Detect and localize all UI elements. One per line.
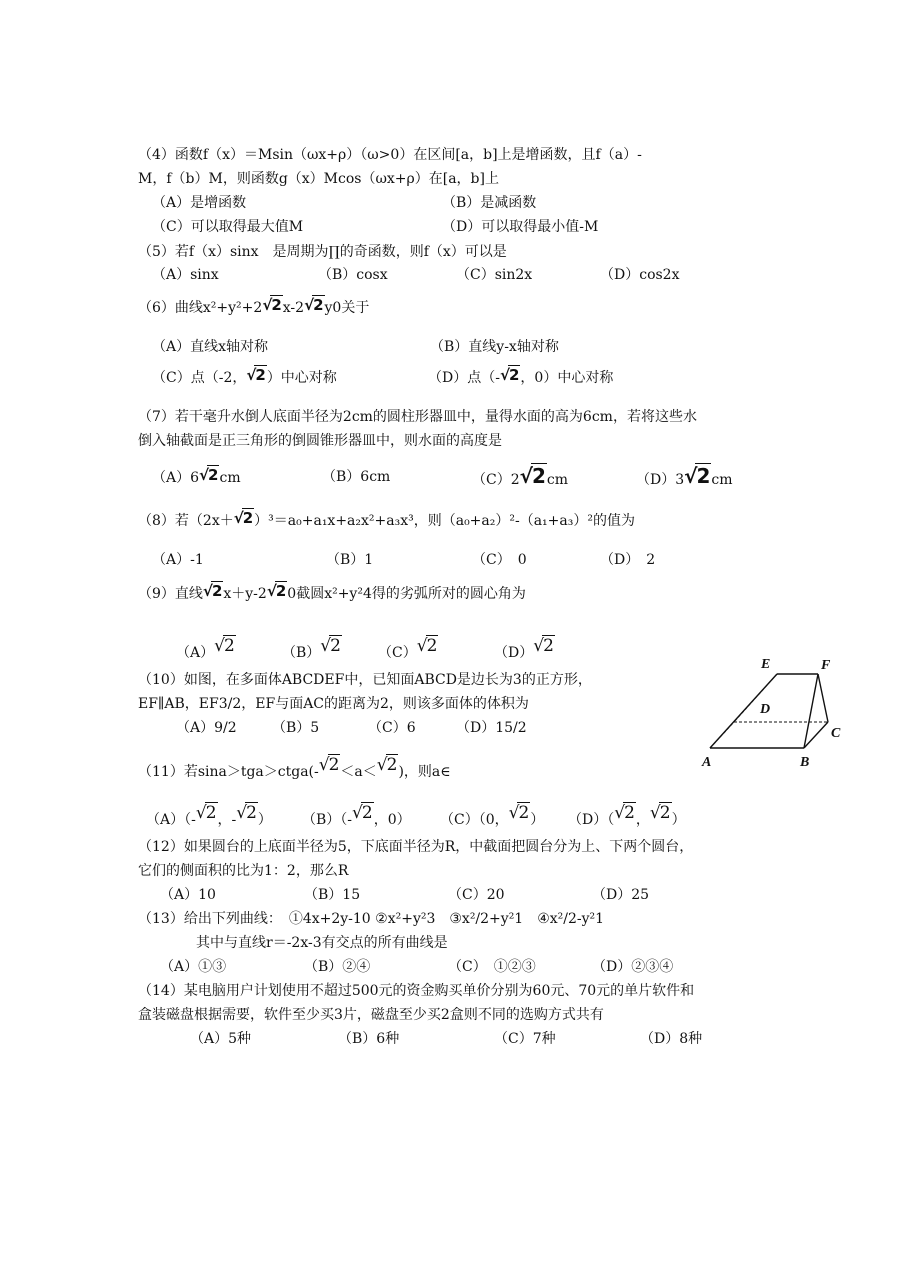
q8-stem: （8）若（2x＋√2）³＝a₀+a₁x+a₂x²+a₃x³，则（a₀+a₂）²-（a₁+a₃）²的值为 xyxy=(138,509,635,529)
q5-option-c: （C）sin2x xyxy=(456,267,533,283)
q9-option-d: （D）√2 xyxy=(494,636,554,661)
q5-option-b: （B）cosx xyxy=(318,267,388,283)
edge-bf xyxy=(804,674,818,748)
q12-option-d: （D）25 xyxy=(592,887,650,903)
q10-option-a: （A）9/2 xyxy=(176,720,237,736)
q6-option-a: （A）直线x轴对称 xyxy=(152,339,269,355)
q4-stem-line1: （4）函数f（x）＝Msin（ωx+ρ）（ω>0）在区间[a，b]上是增函数，且f（a）- xyxy=(138,147,642,163)
q14-stem-line2: 盒装磁盘根据需要，软件至少买3片，磁盘至少买2盒则不同的选购方式共有 xyxy=(138,1007,604,1023)
q7-stem-line1: （7）若干毫升水倒人底面半径为2cm的圆柱形器皿中，量得水面的高为6cm，若将这些水 xyxy=(138,409,697,425)
sqrt-2: √2 xyxy=(246,366,266,384)
sqrt-2: √2 xyxy=(416,636,438,656)
q7-option-c: （C）2√2cm xyxy=(472,464,569,488)
sqrt-2: √2 xyxy=(236,803,257,823)
sqrt-2: √2 xyxy=(684,464,711,488)
label-e: E xyxy=(761,657,771,672)
sqrt-2: √2 xyxy=(304,296,324,314)
label-f: F xyxy=(821,658,831,673)
q12-option-c: （C）20 xyxy=(448,887,505,903)
q8-option-c: （C） 0 xyxy=(472,552,527,568)
q13-option-d: （D）②③④ xyxy=(592,959,674,975)
q13-option-b: （B）②④ xyxy=(304,959,371,975)
sqrt-2: √2 xyxy=(318,755,340,775)
sqrt-2: √2 xyxy=(233,509,254,527)
q7-stem-line2: 倒入轴截面是正三角形的倒圆锥形器皿中，则水面的高度是 xyxy=(138,433,502,449)
label-b: B xyxy=(800,755,810,770)
sqrt-2: √2 xyxy=(202,582,223,600)
q11-option-d: （D）（√2，√2） xyxy=(568,803,686,828)
q13-option-a: （A）①③ xyxy=(160,959,227,975)
q11-stem: （11）若sina＞tga＞ctga(-√2＜a＜√2)，则a∈ xyxy=(138,755,451,780)
q5-option-d: （D）cos2x xyxy=(600,267,680,283)
sqrt-2: √2 xyxy=(376,755,398,775)
q13-option-c: （C） ①②③ xyxy=(448,959,536,975)
q5-option-a: （A）sinx xyxy=(152,267,219,283)
q14-option-a: （A）5种 xyxy=(190,1031,252,1047)
label-c: C xyxy=(831,726,841,741)
q10-stem-line1: （10）如图，在多面体ABCDEF中，已知面ABCD是边长为3的正方形， xyxy=(138,672,592,688)
q12-option-a: （A）10 xyxy=(160,887,216,903)
q9-stem: （9）直线√2x＋y-2√20截圆x²+y²4得的劣弧所对的圆心角为 xyxy=(138,582,526,602)
q10-stem-line2: EF∥AB，EF3/2，EF与面AC的距离为2，则该多面体的体积为 xyxy=(138,696,529,712)
q7-option-d: （D）3√2cm xyxy=(636,464,733,488)
q4-option-b: （B）是减函数 xyxy=(442,195,537,211)
sqrt-2: √2 xyxy=(262,296,282,314)
q14-option-c: （C）7种 xyxy=(494,1031,556,1047)
q5-stem: （5）若f（x）sinx 是周期为∏的奇函数，则f（x）可以是 xyxy=(138,244,507,260)
sqrt-2: √2 xyxy=(519,464,546,488)
sqrt-2: √2 xyxy=(320,636,341,656)
q12-option-b: （B）15 xyxy=(304,887,361,903)
q11-option-b: （B）（-√2，0） xyxy=(302,803,411,828)
polyhedron-diagram xyxy=(700,652,850,770)
polyhedron-figure xyxy=(700,652,850,774)
q12-stem-line1: （12）如果圆台的上底面半径为5，下底面半径为R，中截面把圆台分为上、下两个圆台， xyxy=(138,839,694,855)
sqrt-2: √2 xyxy=(195,803,217,823)
q10-option-b: （B）5 xyxy=(272,720,320,736)
q11-option-c: （C）（0，√2） xyxy=(440,803,545,828)
sqrt-2: √2 xyxy=(614,803,635,823)
sqrt-2: √2 xyxy=(199,466,219,484)
edge-fc xyxy=(818,674,828,722)
q14-stem-line1: （14）某电脑用户计划使用不超过500元的资金购买单价分别为60元、70元的单片软件和 xyxy=(138,983,695,999)
sqrt-2: √2 xyxy=(508,803,530,823)
q6-option-b: （B）直线y-x轴对称 xyxy=(430,339,559,355)
q4-option-c: （C）可以取得最大值M xyxy=(152,219,304,235)
q13-stem-line2: 其中与直线r＝-2x-3有交点的所有曲线是 xyxy=(196,935,448,951)
q12-stem-line2: 它们的侧面积的比为1：2，那么R xyxy=(138,863,349,879)
sqrt-2: √2 xyxy=(352,803,373,823)
q9-option-c: （C）√2 xyxy=(378,636,438,661)
q4-option-d: （D）可以取得最小值-M xyxy=(442,219,599,235)
sqrt-2: √2 xyxy=(499,366,520,384)
label-d: D xyxy=(760,702,771,717)
q11-option-a: （A）（-√2，-√2） xyxy=(146,803,272,828)
q7-option-b: （B）6cm xyxy=(322,469,391,485)
q4-stem-line2: M，f（b）M，则函数g（x）Mcos（ωx+ρ）在[a，b]上 xyxy=(138,171,499,187)
q14-option-b: （B）6种 xyxy=(338,1031,400,1047)
q7-option-a: （A）6√2cm xyxy=(152,466,241,486)
q6-option-d: （D）点（-√2，0）中心对称 xyxy=(428,366,614,386)
q6-stem: （6）曲线x²+y²+2√2x-2√2y0关于 xyxy=(138,296,370,316)
q13-stem-line1: （13）给出下列曲线： ①4x+2y-10 ②x²+y²3 ③x²/2+y²1 ④x²/2-y²1 xyxy=(138,911,605,927)
q4-option-a: （A）是增函数 xyxy=(152,195,247,211)
q8-option-b: （B）1 xyxy=(326,552,374,568)
sqrt-2: √2 xyxy=(649,803,671,823)
q10-option-c: （C）6 xyxy=(368,720,416,736)
q6-option-c: （C）点（-2，√2）中心对称 xyxy=(152,366,337,386)
sqrt-2: √2 xyxy=(214,636,235,656)
q10-option-d: （D）15/2 xyxy=(456,720,527,736)
edge-ad xyxy=(710,722,734,748)
sqrt-2: √2 xyxy=(533,636,554,656)
q9-option-b: （B）√2 xyxy=(282,636,341,661)
q8-option-d: （D） 2 xyxy=(600,552,656,568)
sqrt-2: √2 xyxy=(266,582,287,600)
q8-option-a: （A）-1 xyxy=(152,552,204,568)
q14-option-d: （D）8种 xyxy=(640,1031,703,1047)
label-a: A xyxy=(702,755,712,770)
q9-option-a: （A）√2 xyxy=(176,636,235,661)
